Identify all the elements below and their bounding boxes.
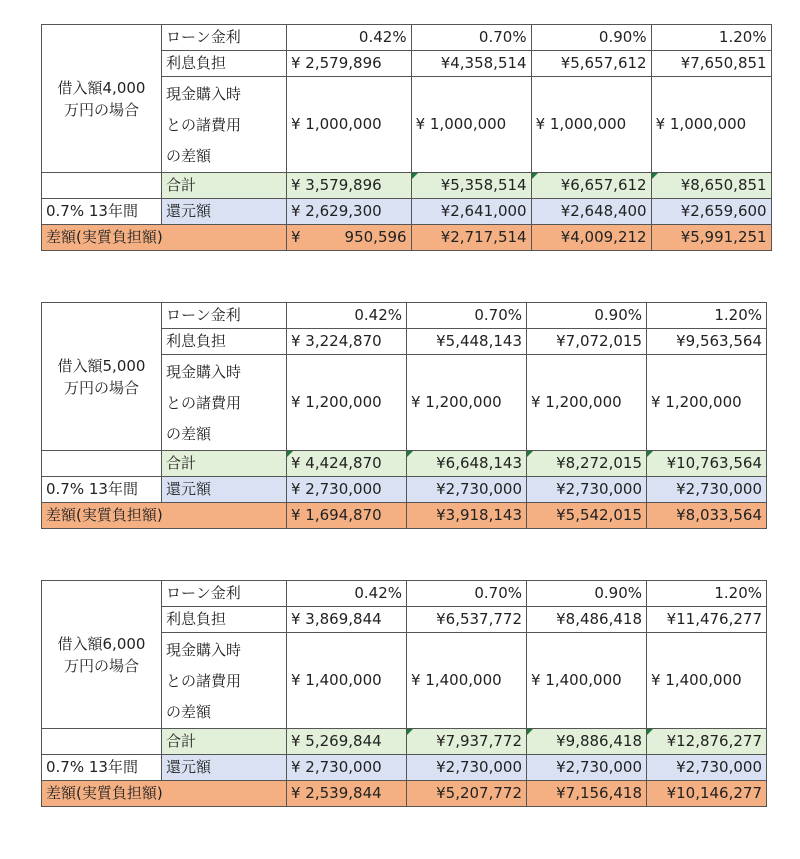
refund-cell: ¥2,730,000 <box>527 477 647 503</box>
interest-cell: ¥ 3,869,844 <box>287 607 407 633</box>
loan-amount-label: 借入額6,000 万円の場合 <box>42 581 162 729</box>
cost-label: 現金購入時 との諸費用 の差額 <box>162 355 287 451</box>
refund-cell: ¥2,641,000 <box>411 199 531 225</box>
refund-row <box>42 755 767 781</box>
diff-cell: ¥3,918,143 <box>407 503 527 529</box>
refund-cell: ¥2,730,000 <box>407 477 527 503</box>
interest-cell: ¥7,072,015 <box>527 329 647 355</box>
loan-table-60m <box>41 580 767 807</box>
period-label: 0.7% 13年間 <box>42 199 162 225</box>
diff-cell: ¥5,542,015 <box>527 503 647 529</box>
rate-row <box>42 25 772 51</box>
rate-cell: 0.42% <box>287 581 407 607</box>
cost-cell: ¥ 1,200,000 <box>647 355 767 451</box>
total-cell: ¥8,650,851 <box>651 173 771 199</box>
diff-cell: ¥4,009,212 <box>531 225 651 251</box>
rate-cell: 0.70% <box>407 303 527 329</box>
interest-cell: ¥6,537,772 <box>407 607 527 633</box>
total-cell: ¥ 3,579,896 <box>287 173 412 199</box>
total-label: 合計 <box>162 173 287 199</box>
total-cell: ¥12,876,277 <box>647 729 767 755</box>
empty-cell <box>42 729 162 755</box>
diff-row <box>42 781 767 807</box>
cost-cell: ¥ 1,000,000 <box>531 77 651 173</box>
diff-cell: ¥ 2,539,844 <box>287 781 407 807</box>
total-cell: ¥6,648,143 <box>407 451 527 477</box>
loan-table-40m <box>41 24 772 251</box>
total-label: 合計 <box>162 729 287 755</box>
cost-cell: ¥ 1,000,000 <box>651 77 771 173</box>
interest-cell: ¥11,476,277 <box>647 607 767 633</box>
cost-cell: ¥ 1,000,000 <box>411 77 531 173</box>
cost-cell: ¥ 1,400,000 <box>407 633 527 729</box>
interest-cell: ¥ 2,579,896 <box>287 51 412 77</box>
cost-cell: ¥ 1,200,000 <box>407 355 527 451</box>
total-cell: ¥6,657,612 <box>531 173 651 199</box>
total-cell: ¥7,937,772 <box>407 729 527 755</box>
diff-label: 差額(実質負担額) <box>42 781 287 807</box>
interest-cell: ¥ 3,224,870 <box>287 329 407 355</box>
rate-row <box>42 581 767 607</box>
loan-amount-label: 借入額5,000 万円の場合 <box>42 303 162 451</box>
cost-cell: ¥ 1,400,000 <box>287 633 407 729</box>
rate-label: ローン金利 <box>162 581 287 607</box>
cost-cell: ¥ 1,200,000 <box>287 355 407 451</box>
refund-label: 還元額 <box>162 199 287 225</box>
cost-cell: ¥ 1,400,000 <box>527 633 647 729</box>
rate-cell: 0.42% <box>287 25 412 51</box>
total-row <box>42 729 767 755</box>
refund-cell: ¥2,730,000 <box>407 755 527 781</box>
cost-label: 現金購入時 との諸費用 の差額 <box>162 77 287 173</box>
refund-cell: ¥ 2,730,000 <box>287 755 407 781</box>
refund-cell: ¥2,730,000 <box>647 477 767 503</box>
total-cell: ¥8,272,015 <box>527 451 647 477</box>
total-cell: ¥10,763,564 <box>647 451 767 477</box>
total-cell: ¥ 4,424,870 <box>287 451 407 477</box>
loan-table-50m <box>41 302 767 529</box>
cost-cell: ¥ 1,200,000 <box>527 355 647 451</box>
diff-row <box>42 503 767 529</box>
refund-label: 還元額 <box>162 477 287 503</box>
diff-cell: ¥ 950,596 <box>287 225 412 251</box>
empty-cell <box>42 451 162 477</box>
rate-cell: 1.20% <box>651 25 771 51</box>
diff-cell: ¥5,991,251 <box>651 225 771 251</box>
cost-label: 現金購入時 との諸費用 の差額 <box>162 633 287 729</box>
rate-cell: 0.70% <box>411 25 531 51</box>
diff-cell: ¥7,156,418 <box>527 781 647 807</box>
interest-cell: ¥4,358,514 <box>411 51 531 77</box>
total-cell: ¥9,886,418 <box>527 729 647 755</box>
interest-cell: ¥7,650,851 <box>651 51 771 77</box>
empty-cell <box>42 173 162 199</box>
total-cell: ¥5,358,514 <box>411 173 531 199</box>
refund-label: 還元額 <box>162 755 287 781</box>
interest-cell: ¥9,563,564 <box>647 329 767 355</box>
rate-row <box>42 303 767 329</box>
refund-cell: ¥2,730,000 <box>647 755 767 781</box>
rate-cell: 0.90% <box>531 25 651 51</box>
refund-cell: ¥2,648,400 <box>531 199 651 225</box>
total-row <box>42 451 767 477</box>
refund-cell: ¥2,659,600 <box>651 199 771 225</box>
interest-label: 利息負担 <box>162 51 287 77</box>
rate-cell: 0.90% <box>527 303 647 329</box>
refund-cell: ¥2,730,000 <box>527 755 647 781</box>
interest-cell: ¥5,448,143 <box>407 329 527 355</box>
diff-cell: ¥10,146,277 <box>647 781 767 807</box>
interest-label: 利息負担 <box>162 329 287 355</box>
diff-label: 差額(実質負担額) <box>42 503 287 529</box>
diff-cell: ¥2,717,514 <box>411 225 531 251</box>
rate-cell: 0.90% <box>527 581 647 607</box>
diff-row <box>42 225 772 251</box>
refund-row <box>42 199 772 225</box>
total-cell: ¥ 5,269,844 <box>287 729 407 755</box>
total-label: 合計 <box>162 451 287 477</box>
diff-label: 差額(実質負担額) <box>42 225 287 251</box>
diff-cell: ¥8,033,564 <box>647 503 767 529</box>
refund-cell: ¥ 2,629,300 <box>287 199 412 225</box>
rate-cell: 1.20% <box>647 581 767 607</box>
period-label: 0.7% 13年間 <box>42 477 162 503</box>
rate-cell: 1.20% <box>647 303 767 329</box>
diff-cell: ¥5,207,772 <box>407 781 527 807</box>
total-row <box>42 173 772 199</box>
interest-label: 利息負担 <box>162 607 287 633</box>
refund-row <box>42 477 767 503</box>
cost-cell: ¥ 1,000,000 <box>287 77 412 173</box>
rate-cell: 0.70% <box>407 581 527 607</box>
rate-label: ローン金利 <box>162 25 287 51</box>
diff-cell: ¥ 1,694,870 <box>287 503 407 529</box>
refund-cell: ¥ 2,730,000 <box>287 477 407 503</box>
period-label: 0.7% 13年間 <box>42 755 162 781</box>
loan-amount-label: 借入額4,000 万円の場合 <box>42 25 162 173</box>
cost-cell: ¥ 1,400,000 <box>647 633 767 729</box>
rate-label: ローン金利 <box>162 303 287 329</box>
rate-cell: 0.42% <box>287 303 407 329</box>
interest-cell: ¥8,486,418 <box>527 607 647 633</box>
interest-cell: ¥5,657,612 <box>531 51 651 77</box>
